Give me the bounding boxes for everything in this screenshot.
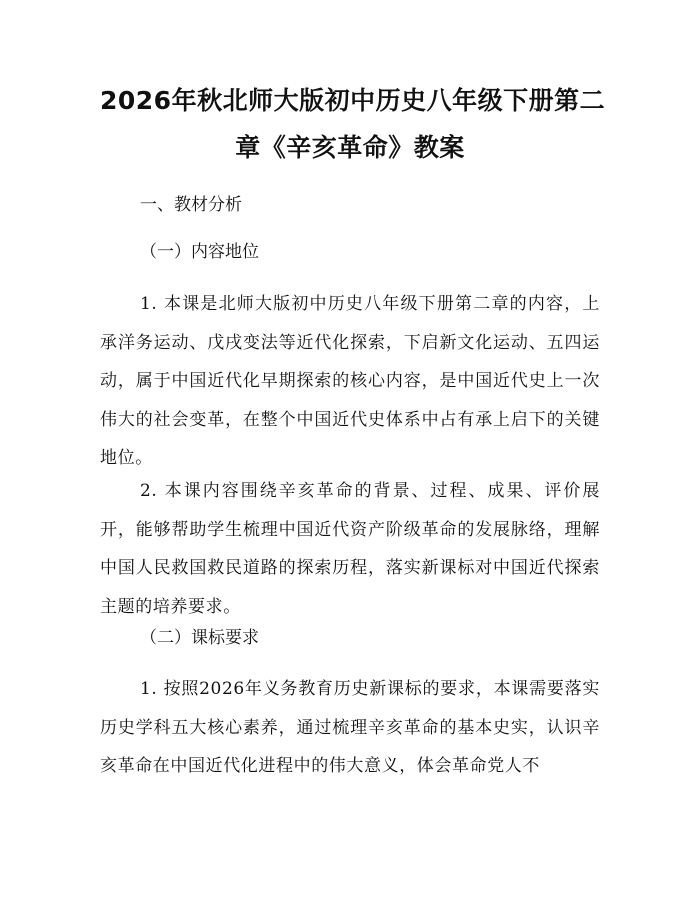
subsection-heading-curriculum-requirements: （二）课标要求 (140, 628, 259, 648)
paragraph-3: 1. 按照2026年义务教育历史新课标的要求，本课需要落实历史学科五大核心素养，通过梳理辛亥革命的基本史实，认识辛亥革命在中国近代化进程中的伟大意义，体会革命党人不 (100, 679, 600, 776)
paragraph-1: 1. 本课是北师大版初中历史八年级下册第二章的内容，上承洋务运动、戊戌变法等近代化探索，下启新文化运动、五四运动，属于中国近代化早期探索的核心内容，是中国近代史上一次伟大的社会变革，在整个中国近代史体系中占有承上启下的关键地位。 (100, 294, 600, 468)
document-title-line-1: 2026年秋北师大版初中历史八年级下册第二 (100, 86, 606, 115)
document-title-line-2: 章《辛亥革命》教案 (235, 133, 465, 162)
subsection-heading-content-position: （一）内容地位 (140, 242, 259, 262)
section-heading-textbook-analysis: 一、教材分析 (140, 195, 242, 215)
paragraph-2: 2. 本课内容围绕辛亥革命的背景、过程、成果、评价展开，能够帮助学生梳理中国近代资产阶级革命的发展脉络，理解中国人民救国救民道路的探索历程，落实新课标对中国近代探索主题的培养要求。 (100, 481, 600, 617)
